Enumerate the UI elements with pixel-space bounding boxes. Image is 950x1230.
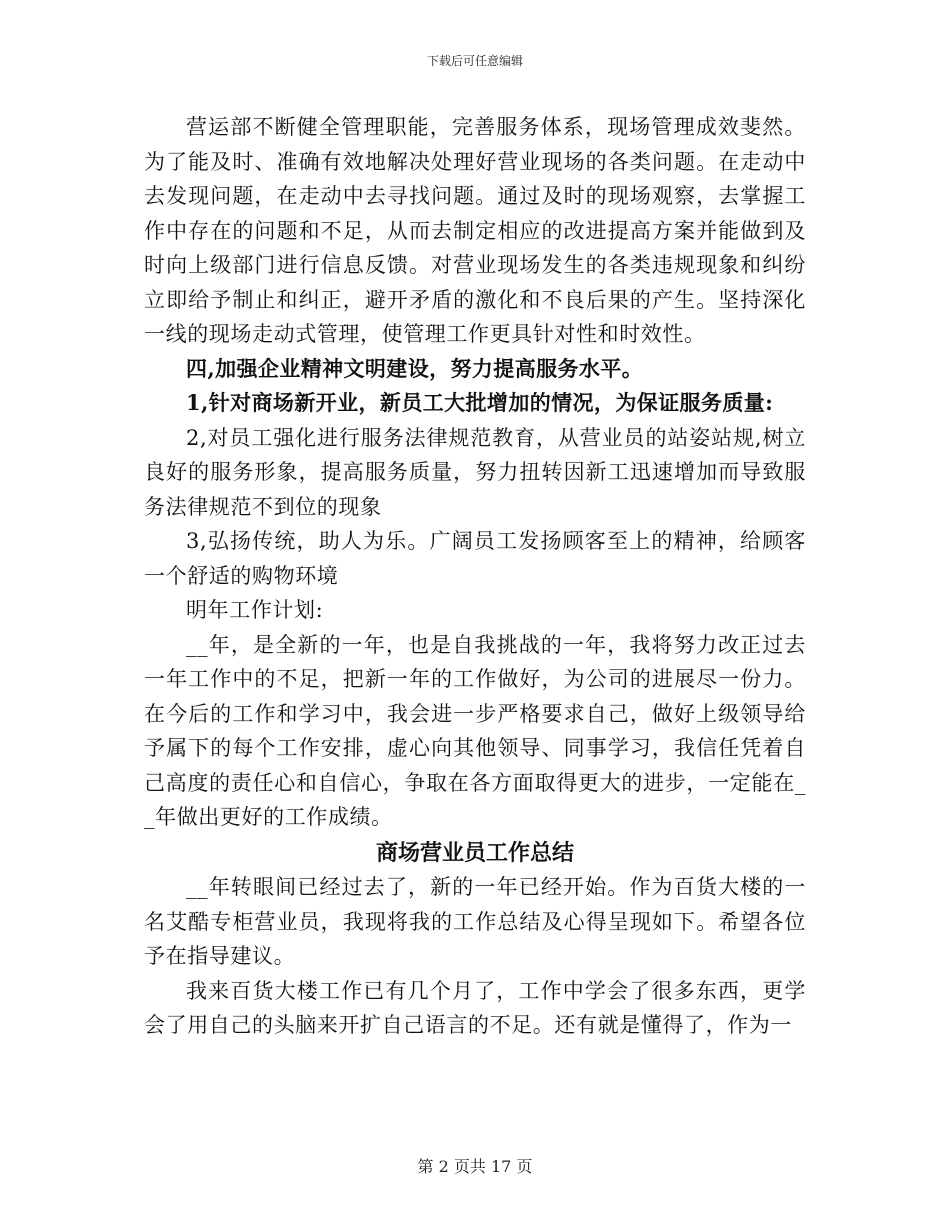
page-header: 下载后可任意编辑 (426, 54, 523, 68)
heading-section-four: 四,加强企业精神文明建设，努力提高服务水平。 (186, 355, 644, 381)
next-year-plan-paragraph: __年，是全新的一年，也是自我挑战的一年，我将努力改正过去一年工作中的不足，把新一年的工作做好，为公司的进展尽一份力。在今后的工作和学习中，我会进一步严格要求自己，做好上级领导给予属下的每个工作安排，虚心向其他领导、同事学习，我信任凭着自己高度的责任心和自信心，争取在各方面取得更大的进步，一定能在__年做出更好的工作成绩。 (144, 632, 806, 829)
section-title: 商场营业员工作总结 (375, 839, 574, 866)
item-two: 2,对员工强化进行服务法律规范教育，从营业员的站姿站规,树立良好的服务形象，提高服务质量，努力扭转因新工迅速增加而导致服务法律规范不到位的现象 (144, 425, 806, 519)
next-year-plan-label: 明年工作计划: (186, 598, 324, 622)
item-one: 1,针对商场新开业，新员工大批增加的情况，为保证服务质量: (186, 390, 774, 415)
summary-body-paragraph: 我来百货大楼工作已有几个月了，工作中学会了很多东西，更学会了用自己的头脑来开扩自己语言的不足。还有就是懂得了，作为一 (144, 978, 806, 1037)
item-three: 3,弘扬传统，助人为乐。广阔员工发扬顾客至上的精神，给顾客一个舒适的购物环境 (144, 529, 806, 588)
page-footer: 第 2 页共 17 页 (417, 1157, 533, 1176)
document-body (144, 110, 806, 1043)
paragraph-operations: 营运部不断健全管理职能，完善服务体系，现场管理成效斐然。为了能及时、准确有效地解决处理好营业现场的各类问题。在走动中去发现问题，在走动中去寻找问题。通过及时的现场观察，去掌握工作中存在的问题和不足，从而去制定相应的改进提高方案并能做到及时向上级部门进行信息反馈。对营业现场发生的各类违规现象和纠纷立即给予制止和纠正，避开矛盾的激化和不良后果的产生。坚持深化一线的现场走动式管理，使管理工作更具针对性和时效性。 (144, 115, 806, 346)
summary-intro-paragraph: __年转眼间已经过去了，新的一年已经开始。作为百货大楼的一名艾酷专柜营业员，我现将我的工作总结及心得呈现如下。希望各位予在指导建议。 (144, 875, 806, 968)
